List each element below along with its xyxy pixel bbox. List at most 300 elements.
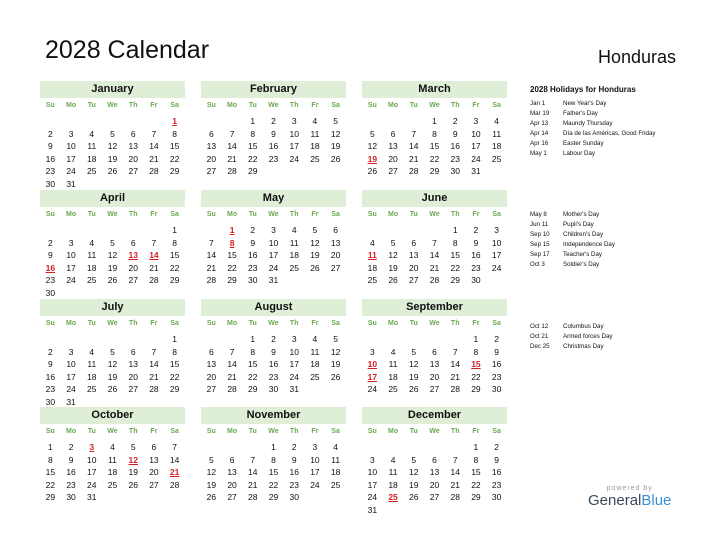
day-grid — [40, 115, 185, 190]
weekday-label: Su — [206, 428, 216, 435]
day-cell: 15 — [169, 141, 180, 151]
month-april — [40, 190, 185, 299]
day-cell: 24 — [268, 262, 279, 273]
weekday-header — [362, 319, 507, 329]
day-cell: 10 — [66, 141, 76, 151]
day-cell: 14 — [227, 359, 237, 369]
holiday-date: Mar 19 — [530, 110, 550, 117]
day-cell: 29 — [471, 384, 481, 394]
weekday-label: Fr — [311, 320, 319, 327]
weekday-label: Fr — [472, 211, 480, 218]
month-name: November — [201, 407, 346, 424]
holiday-name: Mother's Day — [563, 211, 600, 218]
day-cell: 12 — [107, 141, 118, 151]
day-cell: 27 — [388, 166, 398, 176]
month-name: June — [362, 190, 507, 207]
day-cell: 28 — [450, 384, 460, 394]
day-cell: 16 — [289, 467, 299, 477]
day-cell: 1 — [271, 442, 276, 452]
day-cell: 25 — [87, 275, 97, 285]
day-cell: 4 — [390, 346, 396, 357]
day-cell: 19 — [206, 479, 217, 490]
day-cell: 6 — [208, 346, 214, 357]
day-cell: 28 — [149, 166, 159, 176]
day-cell: 5 — [411, 346, 417, 357]
day-cell: 3 — [312, 442, 318, 452]
day-cell: 11 — [87, 141, 97, 151]
month-name: April — [40, 190, 185, 207]
day-cell: 27 — [128, 275, 138, 285]
day-cell: 22 — [471, 371, 481, 382]
day-cell: 12 — [310, 237, 320, 248]
weekday-label: Th — [289, 428, 299, 435]
empty-cell — [81, 115, 102, 128]
day-cell: 16 — [491, 359, 502, 369]
day-cell: 27 — [128, 384, 138, 394]
day-cell: 8 — [172, 237, 177, 248]
holiday-day: 1 — [172, 116, 177, 126]
holiday-day: 19 — [367, 153, 378, 164]
day-cell: 13 — [409, 250, 419, 260]
empty-cell — [201, 115, 222, 128]
holiday-day: 15 — [471, 359, 481, 369]
day-cell: 11 — [87, 250, 97, 260]
day-cell: 15 — [169, 359, 180, 369]
day-cell: 12 — [330, 128, 341, 139]
day-cell: 8 — [473, 454, 479, 465]
day-cell: 16 — [45, 153, 56, 164]
weekday-header — [362, 210, 507, 220]
day-cell: 17 — [471, 141, 481, 151]
weekday-label: Su — [206, 211, 216, 218]
day-cell: 8 — [250, 128, 256, 139]
day-cell: 9 — [250, 237, 256, 248]
day-cell: 14 — [227, 141, 237, 151]
day-cell: 20 — [128, 153, 138, 164]
day-cell: 25 — [310, 153, 320, 164]
day-cell: 5 — [110, 346, 115, 357]
holiday-row — [530, 210, 615, 220]
day-grid — [362, 115, 507, 178]
day-cell: 4 — [312, 116, 318, 126]
day-cell: 14 — [149, 141, 159, 151]
holiday-date: Apr 16 — [530, 140, 549, 147]
day-cell: 21 — [206, 262, 217, 273]
holiday-name: Columbus Day — [563, 323, 604, 330]
holiday-row — [530, 109, 656, 119]
empty-cell — [222, 333, 243, 346]
day-cell: 9 — [47, 250, 53, 260]
day-cell: 13 — [388, 141, 398, 151]
day-cell: 4 — [312, 334, 318, 344]
empty-cell — [383, 224, 404, 237]
month-december — [362, 407, 507, 516]
empty-cell — [424, 333, 445, 346]
day-grid — [362, 441, 507, 516]
holiday-day: 8 — [229, 237, 235, 248]
empty-cell — [362, 115, 383, 128]
weekday-label: Fr — [150, 320, 158, 327]
month-name: May — [201, 190, 346, 207]
month-july — [40, 299, 185, 408]
day-cell: 7 — [151, 346, 157, 357]
day-cell: 6 — [411, 237, 417, 248]
empty-cell — [123, 333, 144, 346]
day-cell: 23 — [248, 262, 258, 273]
day-cell: 22 — [45, 479, 56, 490]
day-cell: 5 — [390, 237, 396, 248]
day-cell: 12 — [206, 467, 217, 477]
day-cell: 22 — [227, 262, 237, 273]
day-cell: 9 — [47, 141, 53, 151]
weekday-label: Sa — [170, 320, 179, 327]
day-cell: 5 — [333, 116, 338, 126]
day-cell: 13 — [206, 359, 217, 369]
day-cell: 22 — [268, 479, 279, 490]
day-cell: 5 — [369, 128, 375, 139]
holiday-list — [530, 99, 656, 159]
empty-cell — [201, 441, 222, 454]
day-cell: 3 — [68, 128, 74, 139]
weekday-label: Th — [450, 320, 460, 327]
day-cell: 16 — [491, 467, 502, 477]
day-cell: 1 — [473, 442, 479, 452]
day-cell: 28 — [149, 275, 159, 285]
holiday-day: 11 — [367, 250, 377, 260]
day-cell: 17 — [289, 359, 299, 369]
day-cell: 10 — [289, 128, 299, 139]
day-cell: 7 — [250, 454, 256, 465]
holiday-row — [530, 149, 656, 159]
day-cell: 9 — [271, 346, 276, 357]
day-cell: 25 — [388, 384, 398, 394]
day-grid — [40, 441, 185, 504]
weekday-label: Tu — [248, 320, 257, 327]
day-cell: 26 — [409, 384, 419, 394]
weekday-label: Fr — [472, 320, 480, 327]
weekday-label: We — [107, 320, 118, 327]
month-name: March — [362, 81, 507, 98]
day-cell: 3 — [68, 346, 74, 357]
day-cell: 4 — [89, 237, 95, 248]
weekday-label: Tu — [409, 320, 418, 327]
weekday-label: Mo — [388, 102, 399, 109]
day-cell: 22 — [169, 262, 180, 273]
day-cell: 21 — [149, 153, 159, 164]
day-cell: 22 — [248, 153, 258, 164]
day-cell: 9 — [271, 128, 276, 139]
weekday-label: Tu — [87, 211, 96, 218]
day-cell: 4 — [390, 454, 396, 465]
weekday-label: Th — [450, 428, 460, 435]
day-cell: 21 — [409, 153, 419, 164]
day-cell: 27 — [330, 262, 341, 273]
day-cell: 24 — [87, 479, 97, 490]
holiday-row — [530, 250, 615, 260]
empty-cell — [81, 333, 102, 346]
day-cell: 21 — [248, 479, 258, 490]
day-cell: 7 — [229, 128, 235, 139]
weekday-label: Mo — [227, 211, 238, 218]
day-cell: 8 — [452, 237, 458, 248]
weekday-label: Su — [367, 428, 377, 435]
weekday-label: Tu — [409, 211, 418, 218]
day-cell: 15 — [268, 467, 279, 477]
month-name: October — [40, 407, 185, 424]
day-cell: 9 — [473, 237, 479, 248]
weekday-label: Tu — [248, 211, 257, 218]
day-cell: 29 — [450, 275, 460, 285]
holiday-name: Independence Day — [563, 241, 615, 248]
day-cell: 14 — [248, 467, 258, 477]
weekday-header — [201, 319, 346, 329]
day-cell: 15 — [450, 250, 460, 260]
weekday-label: Fr — [150, 102, 158, 109]
day-cell: 10 — [66, 359, 76, 369]
day-cell: 30 — [491, 384, 502, 394]
brand-logo — [588, 485, 671, 510]
day-cell: 20 — [206, 371, 217, 382]
weekday-label: Mo — [227, 102, 238, 109]
empty-cell — [40, 224, 61, 237]
day-cell: 13 — [128, 359, 138, 369]
day-cell: 11 — [331, 454, 341, 465]
day-cell: 14 — [169, 454, 180, 465]
day-cell: 5 — [208, 454, 214, 465]
day-cell: 16 — [248, 250, 258, 260]
holiday-row — [530, 230, 615, 240]
day-cell: 29 — [169, 275, 180, 285]
empty-cell — [383, 115, 404, 128]
weekday-label: Fr — [150, 211, 158, 218]
day-cell: 19 — [409, 371, 419, 382]
weekday-label: Sa — [492, 102, 501, 109]
day-cell: 16 — [45, 371, 56, 382]
day-cell: 14 — [450, 467, 460, 477]
empty-cell — [403, 115, 424, 128]
day-cell: 12 — [409, 359, 419, 369]
empty-cell — [61, 224, 82, 237]
empty-cell — [362, 333, 383, 346]
weekday-header — [40, 101, 185, 111]
day-cell: 27 — [429, 384, 440, 394]
holiday-name: Children's Day — [563, 231, 604, 238]
weekday-label: Su — [206, 320, 216, 327]
empty-cell — [144, 333, 165, 346]
holiday-date: Sep 15 — [530, 241, 550, 248]
weekday-label: Fr — [311, 428, 319, 435]
holiday-day: 12 — [128, 454, 138, 465]
day-cell: 31 — [289, 384, 299, 394]
weekday-label: Th — [450, 211, 460, 218]
day-cell: 16 — [66, 467, 76, 477]
day-cell: 2 — [271, 334, 276, 344]
day-cell: 10 — [491, 237, 502, 248]
day-cell: 11 — [108, 454, 117, 465]
day-cell: 13 — [330, 237, 341, 248]
day-grid — [201, 333, 346, 396]
day-grid — [201, 441, 346, 504]
month-name: August — [201, 299, 346, 316]
weekday-label: We — [268, 211, 279, 218]
day-cell: 2 — [494, 442, 499, 452]
holiday-date: Apr 13 — [530, 120, 549, 127]
day-cell: 20 — [429, 371, 440, 382]
day-cell: 30 — [45, 396, 56, 407]
day-cell: 19 — [330, 141, 341, 151]
weekday-label: We — [429, 428, 440, 435]
weekday-label: Sa — [492, 428, 501, 435]
day-cell: 7 — [208, 237, 214, 248]
day-cell: 23 — [289, 479, 299, 490]
weekday-header — [40, 427, 185, 437]
day-cell: 29 — [429, 166, 440, 176]
day-cell: 30 — [450, 166, 460, 176]
day-cell: 15 — [169, 250, 180, 260]
day-cell: 26 — [107, 166, 118, 176]
weekday-header — [201, 210, 346, 220]
weekday-label: Su — [45, 320, 55, 327]
day-cell: 29 — [45, 492, 56, 502]
empty-cell — [424, 441, 445, 454]
day-cell: 14 — [450, 359, 460, 369]
day-cell: 6 — [130, 128, 136, 139]
empty-cell — [40, 333, 61, 346]
weekday-header — [362, 101, 507, 111]
day-cell: 24 — [289, 153, 299, 164]
day-cell: 18 — [87, 153, 97, 164]
day-cell: 12 — [367, 141, 378, 151]
day-cell: 14 — [206, 250, 217, 260]
day-cell: 27 — [149, 479, 159, 490]
month-name: December — [362, 407, 507, 424]
day-cell: 6 — [130, 346, 136, 357]
holiday-day: 21 — [169, 467, 180, 477]
day-cell: 15 — [471, 467, 481, 477]
day-cell: 22 — [450, 262, 460, 273]
day-cell: 26 — [206, 492, 217, 502]
day-cell: 30 — [45, 178, 56, 189]
day-cell: 17 — [491, 250, 502, 260]
weekday-label: Sa — [170, 428, 179, 435]
weekday-label: Mo — [66, 211, 77, 218]
day-cell: 23 — [491, 479, 502, 490]
day-cell: 13 — [429, 359, 440, 369]
holiday-row — [530, 99, 656, 109]
day-cell: 18 — [289, 250, 299, 260]
day-cell: 1 — [432, 116, 437, 126]
day-cell: 16 — [268, 141, 279, 151]
day-cell: 8 — [432, 128, 437, 139]
day-cell: 2 — [68, 442, 74, 452]
holiday-row — [530, 139, 656, 149]
day-cell: 22 — [248, 371, 258, 382]
day-cell: 20 — [128, 262, 138, 273]
day-cell: 24 — [367, 492, 378, 502]
day-cell: 26 — [330, 153, 341, 164]
day-cell: 15 — [248, 141, 258, 151]
empty-cell — [362, 441, 383, 454]
empty-cell — [144, 115, 165, 128]
day-cell: 22 — [169, 153, 180, 164]
day-cell: 19 — [310, 250, 320, 260]
powered-by-text: powered by — [606, 485, 653, 492]
day-cell: 3 — [494, 225, 499, 235]
day-cell: 7 — [151, 237, 157, 248]
month-november — [201, 407, 346, 504]
day-cell: 2 — [47, 128, 53, 139]
day-cell: 18 — [367, 262, 378, 273]
day-cell: 7 — [452, 346, 458, 357]
day-cell: 30 — [45, 287, 56, 298]
day-cell: 19 — [107, 371, 118, 382]
weekday-label: Th — [450, 102, 460, 109]
day-cell: 2 — [47, 237, 53, 248]
weekday-label: Th — [128, 428, 138, 435]
day-cell: 19 — [107, 262, 118, 273]
day-cell: 30 — [491, 492, 502, 502]
empty-cell — [383, 441, 404, 454]
day-cell: 25 — [289, 262, 299, 273]
holiday-name: New Year's Day — [563, 100, 607, 107]
day-cell: 8 — [47, 454, 53, 465]
day-cell: 29 — [268, 492, 279, 502]
day-cell: 2 — [291, 442, 297, 452]
day-cell: 30 — [268, 384, 279, 394]
day-cell: 11 — [388, 467, 398, 477]
weekday-label: Th — [128, 211, 138, 218]
day-cell: 3 — [369, 346, 375, 357]
weekday-label: Su — [367, 320, 377, 327]
holiday-row — [530, 129, 656, 139]
day-cell: 9 — [291, 454, 297, 465]
holiday-name: Día de las Américas, Good Friday — [563, 130, 656, 137]
day-cell: 9 — [47, 359, 53, 369]
holiday-date: May 1 — [530, 150, 547, 157]
day-cell: 27 — [429, 492, 440, 502]
month-august — [201, 299, 346, 396]
weekday-label: We — [268, 102, 279, 109]
holiday-row — [530, 220, 615, 230]
day-cell: 25 — [107, 479, 118, 490]
brand-name — [588, 492, 671, 509]
day-cell: 14 — [149, 359, 159, 369]
weekday-label: Mo — [66, 102, 77, 109]
empty-cell — [403, 224, 424, 237]
day-cell: 12 — [107, 250, 118, 260]
weekday-label: Su — [45, 102, 55, 109]
empty-cell — [102, 115, 123, 128]
day-cell: 23 — [45, 384, 56, 394]
weekday-label: We — [268, 428, 279, 435]
holiday-name: Maundy Thursday — [563, 120, 613, 127]
weekday-label: Mo — [227, 428, 238, 435]
brand-blue: Blue — [641, 492, 672, 509]
day-cell: 23 — [268, 153, 279, 164]
day-cell: 9 — [452, 128, 458, 139]
day-cell: 12 — [107, 359, 118, 369]
weekday-header — [40, 210, 185, 220]
day-cell: 31 — [87, 492, 97, 502]
day-cell: 21 — [149, 371, 159, 382]
day-cell: 1 — [473, 334, 479, 344]
weekday-label: Fr — [472, 102, 480, 109]
holiday-day: 17 — [367, 371, 378, 382]
day-cell: 18 — [87, 262, 97, 273]
day-cell: 2 — [250, 225, 256, 235]
weekday-label: Tu — [409, 428, 418, 435]
day-cell: 21 — [227, 371, 237, 382]
